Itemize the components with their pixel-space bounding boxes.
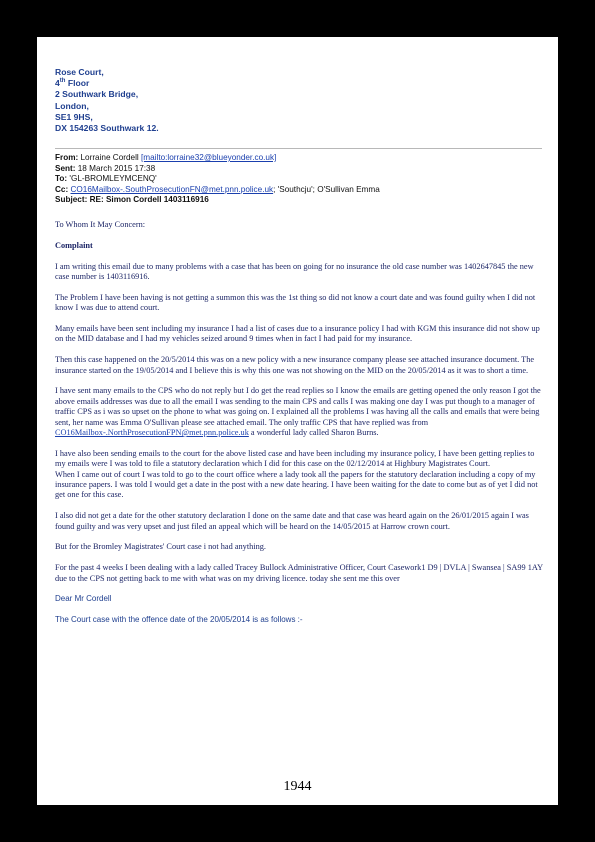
address-block [55,67,159,134]
north-prosecution-email-link[interactable]: CO16Mailbox-.NorthProsecutionFPN@met.pnn.police.uk [55,428,249,438]
paragraph: But for the Bromley Magistrates' Court case i not had anything. [55,542,266,552]
address-floor: 4th Floor [55,78,90,89]
paragraph: I also did not get a date for the other statutory declaration I done on the same date and that case was heard again on the 26/01/2015 again I was found guilty and was very upset and just filed an appeal which will be heard on the 14/05/2015 at Harrow crown court. [55,511,529,531]
address-line: Rose Court, [55,67,104,77]
email-header [55,153,545,206]
address-line: 2 Southwark Bridge, [55,89,139,100]
page-number: 1944 [283,779,312,794]
address-line: London, [55,100,89,111]
paragraph: For the past 4 weeks I been dealing with a lady called Tracey Bullock Administrative Officer, Court Casework1 D9 | DVLA | Swansea | SA99 1AY due to the CPS not getting back to me with what was on my driving licence. today she sent me this over [55,563,543,583]
quoted-salutation: Dear Mr Cordell [55,594,112,604]
email-sent: Sent: 18 March 2015 17:38 [55,163,156,173]
document-page [37,37,558,805]
cc-email-link[interactable]: CO16Mailbox-.SouthProsecutionFN@met.pnn.police.uk [70,184,274,194]
greeting: To Whom It May Concern: [55,220,146,229]
paragraph: Then this case happened on the 20/5/2014 this was on a new policy with a new insurance company please see attached insurance document. The insurance started on the 19/05/2014 and I believe this is why this one was not showing on the MID on the 20/05/2014 as it was to short a time. [55,355,535,375]
section-heading: Complaint [55,240,93,250]
address-line: SE1 9HS, [55,111,93,122]
email-body [55,220,545,636]
paragraph: I am writing this email due to many problems with a case that has been on going for no insurance the old case number was 1402647845 the new case number is 1403116916. [55,261,534,281]
header-divider [55,148,542,149]
address-line: DX 154263 Southwark 12. [55,123,159,134]
paragraph: Many emails have been sent including my insurance I had a list of cases due to a insurance policy I had with KGM this insurance did not show up on the MID database and I had my vehicles seized around 9 times when in fact I had paid for my insurance. [55,324,540,344]
email-subject: Subject: RE: Simon Cordell 1403116916 [55,195,209,205]
from-mailto-link[interactable]: [mailto:lorraine32@blueyonder.co.uk] [141,153,277,162]
email-cc: Cc: CO16Mailbox-.SouthProsecutionFN@met.pnn.police.uk; 'Southcju'; O'Sullivan Emma [55,184,380,194]
quoted-court-case-line: The Court case with the offence date of the 20/05/2014 is as follows :- [55,615,303,625]
email-to: To: 'GL-BROMLEYMCENQ' [55,174,157,184]
email-from: From: Lorraine Cordell [mailto:lorraine32@blueyonder.co.uk] [55,153,277,162]
paragraph: The Problem I have been having is not getting a summon this was the 1st thing so did not know a court date and was found guilty when I did not know I was due to attend court. [55,292,536,313]
paragraph: I have sent many emails to the CPS who do not reply but I do get the read replies so I know the emails are getting opened the only reason I got the above emails addresses was due to all the email I was sending to the main CPS and calls I was making one day I was put though to a manager of traffic CPS as i was so upset on the phone to what was going on. I explained all the problems I was having all the calls and emails that were being sent, her name was Emma O'Sullivan please see attached email. The only traffic CPS that have replied was from CO16Mailbox-.NorthProsecutionFPN@met.pnn.police.uk a wonderful lady called Sharon Burns. [55,386,541,438]
paragraph: I have also been sending emails to the court for the above listed case and have been including my insurance policy, I have been getting replies to my emails were I was told to file a statutory declaration which I did for this case on the 02/12/2014 at Highbury Magistrates Court. When I came out of court I was told to go to the court office where a lady took all the papers for the statutory declaration including a copy of my insurance papers. I was told I would get a date in the post with a new date hearing. I have been waiting for the date to come but as of yet I did not get one for this case. [55,448,538,500]
